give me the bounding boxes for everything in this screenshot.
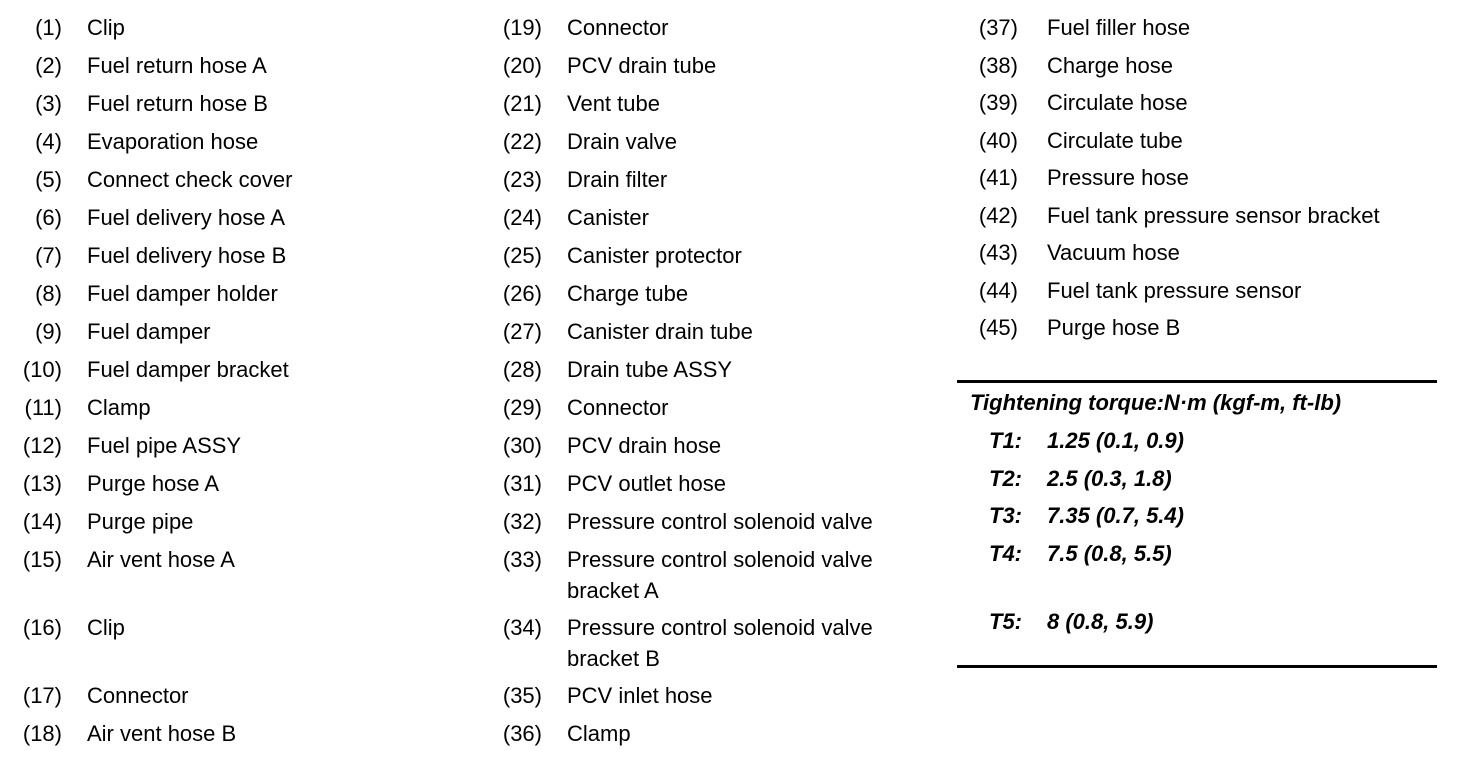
part-number: (38) bbox=[978, 52, 1018, 78]
part-label-line: bracket A bbox=[567, 577, 659, 603]
part-number: (36) bbox=[502, 721, 542, 746]
part-label-line: Canister drain tube bbox=[567, 319, 753, 344]
part-label bbox=[567, 719, 631, 750]
parts-list-item bbox=[0, 165, 470, 196]
torque-value: 7.35 (0.7, 5.4) bbox=[1047, 503, 1184, 528]
parts-list-item bbox=[0, 613, 470, 674]
part-label-line: Circulate hose bbox=[1047, 90, 1188, 115]
part-label-line: Circulate tube bbox=[1047, 127, 1183, 153]
part-label-line: Canister bbox=[567, 205, 649, 230]
part-number: (31) bbox=[502, 471, 542, 496]
torque-row bbox=[989, 609, 1153, 635]
part-label-line: bracket B bbox=[567, 645, 660, 671]
part-number: (1) bbox=[35, 15, 62, 40]
torque-value: 1.25 (0.1, 0.9) bbox=[1047, 428, 1184, 453]
parts-list-item bbox=[0, 719, 470, 750]
part-number: (40) bbox=[978, 127, 1018, 153]
torque-key: T2: bbox=[989, 466, 1022, 491]
parts-list-item bbox=[960, 126, 1440, 157]
parts-list-item bbox=[480, 279, 950, 310]
part-label-line: Evaporation hose bbox=[87, 129, 259, 154]
part-number: (20) bbox=[502, 53, 542, 78]
part-label bbox=[567, 89, 660, 120]
parts-list-item bbox=[0, 545, 470, 606]
part-label-line: Fuel tank pressure sensor bbox=[1047, 277, 1302, 303]
part-label bbox=[87, 545, 235, 606]
part-label bbox=[87, 13, 125, 44]
parts-list-column-3 bbox=[960, 13, 1440, 351]
part-label bbox=[567, 51, 716, 82]
part-label-line: Fuel damper bracket bbox=[87, 357, 289, 382]
part-label bbox=[1047, 51, 1173, 82]
part-number: (12) bbox=[22, 433, 62, 458]
part-label bbox=[87, 719, 236, 750]
part-label-line: PCV drain tube bbox=[567, 53, 717, 78]
part-label-line: Fuel damper bbox=[87, 319, 211, 344]
parts-list-item bbox=[0, 241, 470, 272]
part-label bbox=[567, 279, 688, 310]
torque-row bbox=[989, 466, 1172, 492]
part-number: (9) bbox=[35, 319, 62, 344]
parts-list-item bbox=[960, 13, 1440, 44]
part-label-line: Air vent hose A bbox=[87, 547, 235, 572]
parts-list-item bbox=[480, 89, 950, 120]
part-label-line: Pressure control solenoid valve bbox=[567, 547, 873, 572]
part-label bbox=[87, 681, 189, 712]
torque-row bbox=[989, 428, 1184, 454]
part-label-line: Clip bbox=[87, 615, 125, 640]
part-number: (28) bbox=[502, 357, 542, 382]
part-label bbox=[1047, 88, 1188, 119]
part-label bbox=[567, 613, 873, 674]
part-label bbox=[87, 127, 258, 158]
torque-title: Tightening torque:N·m (kgf-m, ft-lb) bbox=[970, 390, 1342, 415]
parts-list-item bbox=[480, 355, 950, 386]
part-number: (14) bbox=[22, 509, 62, 534]
part-number: (41) bbox=[978, 165, 1018, 190]
part-label-line: Fuel delivery hose B bbox=[87, 243, 287, 268]
part-number: (22) bbox=[502, 129, 542, 154]
tightening-torque-box bbox=[957, 380, 1437, 668]
part-label bbox=[87, 241, 286, 272]
parts-list-item bbox=[960, 313, 1440, 344]
parts-list-item bbox=[960, 163, 1440, 194]
part-label-line: PCV inlet hose bbox=[567, 683, 713, 708]
part-label bbox=[567, 241, 742, 272]
part-label bbox=[87, 203, 285, 234]
part-number: (18) bbox=[22, 721, 62, 746]
part-number: (13) bbox=[22, 471, 62, 496]
part-label-line: Fuel delivery hose A bbox=[87, 205, 286, 230]
part-label bbox=[567, 431, 721, 462]
part-label bbox=[567, 355, 732, 386]
part-label-line: Purge pipe bbox=[87, 509, 194, 534]
parts-list-item bbox=[480, 393, 950, 424]
part-label-line: Fuel pipe ASSY bbox=[87, 433, 242, 458]
part-label-line: Connect check cover bbox=[87, 167, 293, 192]
part-number: (35) bbox=[502, 683, 542, 708]
part-label bbox=[567, 507, 873, 538]
parts-list-item bbox=[960, 238, 1440, 269]
part-label-line: Fuel filler hose bbox=[1047, 15, 1191, 40]
part-label-line: Fuel return hose B bbox=[87, 91, 268, 116]
part-number: (44) bbox=[978, 277, 1018, 303]
parts-list-item bbox=[960, 276, 1440, 307]
part-label bbox=[87, 165, 292, 196]
parts-list-item bbox=[480, 545, 950, 606]
part-label-line: Drain tube ASSY bbox=[567, 357, 733, 382]
part-label bbox=[1047, 201, 1380, 232]
part-label-line: Fuel tank pressure sensor bracket bbox=[1047, 202, 1380, 228]
part-label-line: Clamp bbox=[567, 721, 631, 746]
part-label-line: Connector bbox=[87, 683, 189, 708]
parts-list-item bbox=[480, 317, 950, 348]
part-number: (27) bbox=[502, 319, 542, 344]
parts-list-item bbox=[960, 201, 1440, 232]
part-number: (25) bbox=[502, 243, 542, 268]
part-label-line: Purge hose A bbox=[87, 471, 220, 496]
part-label bbox=[1047, 126, 1183, 157]
part-number: (7) bbox=[35, 243, 62, 268]
part-label bbox=[567, 469, 726, 500]
part-number: (17) bbox=[22, 683, 62, 708]
part-label bbox=[87, 355, 289, 386]
torque-row bbox=[989, 503, 1184, 529]
parts-list-item bbox=[0, 469, 470, 500]
part-number: (10) bbox=[22, 357, 62, 382]
parts-list-item bbox=[0, 89, 470, 120]
part-label bbox=[567, 203, 649, 234]
part-number: (16) bbox=[22, 615, 62, 640]
part-label bbox=[1047, 276, 1301, 307]
part-label bbox=[567, 545, 873, 606]
parts-list-item bbox=[0, 393, 470, 424]
part-label-line: Pressure hose bbox=[1047, 165, 1189, 190]
part-label-line: Drain valve bbox=[567, 129, 678, 154]
parts-list-item bbox=[0, 203, 470, 234]
part-number: (26) bbox=[502, 281, 542, 306]
part-label bbox=[567, 681, 713, 712]
part-number: (29) bbox=[502, 395, 542, 420]
part-label-line: Clamp bbox=[87, 395, 151, 420]
part-label bbox=[1047, 13, 1190, 44]
torque-row bbox=[989, 541, 1172, 567]
torque-key: T4: bbox=[989, 541, 1022, 566]
parts-list-item bbox=[0, 51, 470, 82]
part-label-line: Purge hose B bbox=[1047, 315, 1181, 340]
parts-list-item bbox=[960, 51, 1440, 82]
parts-list-item bbox=[0, 507, 470, 538]
part-number: (32) bbox=[502, 509, 542, 534]
parts-list-item bbox=[480, 681, 950, 712]
parts-list-item bbox=[0, 681, 470, 712]
part-label bbox=[87, 613, 125, 674]
part-number: (5) bbox=[35, 167, 62, 192]
part-label bbox=[87, 469, 219, 500]
part-label-line: Pressure control solenoid valve bbox=[567, 615, 873, 640]
parts-list-item bbox=[480, 613, 950, 674]
part-label-line: Clip bbox=[87, 15, 125, 40]
part-label-line: Vent tube bbox=[567, 91, 660, 116]
parts-list-item bbox=[480, 165, 950, 196]
part-number: (23) bbox=[502, 167, 542, 192]
parts-list-item bbox=[0, 355, 470, 386]
part-label-line: Charge hose bbox=[1047, 52, 1173, 78]
part-label bbox=[87, 431, 241, 462]
parts-list-item bbox=[0, 13, 470, 44]
parts-list-item bbox=[480, 51, 950, 82]
part-label-line: Charge tube bbox=[567, 281, 689, 306]
part-label bbox=[87, 317, 211, 348]
part-number: (2) bbox=[35, 53, 62, 78]
part-label bbox=[87, 507, 193, 538]
part-label bbox=[567, 165, 667, 196]
parts-list-item bbox=[0, 127, 470, 158]
parts-list-item bbox=[480, 431, 950, 462]
torque-value: 8 (0.8, 5.9) bbox=[1047, 609, 1154, 634]
part-number: (39) bbox=[978, 90, 1018, 115]
part-label-line: Canister protector bbox=[567, 243, 742, 268]
parts-list-item bbox=[480, 507, 950, 538]
part-number: (33) bbox=[502, 547, 542, 572]
parts-list-item bbox=[480, 719, 950, 750]
part-label bbox=[1047, 238, 1180, 269]
part-label-line: Pressure control solenoid valve bbox=[567, 509, 873, 534]
part-number: (3) bbox=[35, 91, 62, 116]
part-label bbox=[1047, 163, 1189, 194]
parts-list-item bbox=[0, 431, 470, 462]
part-number: (24) bbox=[502, 205, 542, 230]
parts-list-column-1 bbox=[0, 13, 470, 757]
part-number: (37) bbox=[978, 15, 1018, 40]
part-label-line: PCV drain hose bbox=[567, 433, 722, 458]
part-number: (6) bbox=[35, 205, 62, 230]
parts-list-item bbox=[0, 317, 470, 348]
part-label-line: Drain filter bbox=[567, 167, 668, 192]
part-number: (45) bbox=[978, 315, 1018, 340]
part-label bbox=[87, 393, 151, 424]
part-label bbox=[87, 89, 268, 120]
part-number: (19) bbox=[502, 15, 542, 40]
parts-list-item bbox=[480, 241, 950, 272]
part-label bbox=[87, 51, 267, 82]
part-label-line: Air vent hose B bbox=[87, 721, 237, 746]
torque-key: T3: bbox=[989, 503, 1022, 528]
part-number: (4) bbox=[35, 129, 62, 154]
parts-list-item bbox=[480, 203, 950, 234]
part-number: (8) bbox=[35, 281, 62, 306]
parts-list-item bbox=[960, 88, 1440, 119]
part-label bbox=[567, 13, 669, 44]
part-label bbox=[567, 317, 753, 348]
torque-value: 2.5 (0.3, 1.8) bbox=[1047, 466, 1172, 491]
parts-list-item bbox=[480, 127, 950, 158]
part-label bbox=[87, 279, 278, 310]
part-label-line: Connector bbox=[567, 395, 669, 420]
part-label bbox=[567, 393, 669, 424]
parts-list-item bbox=[480, 13, 950, 44]
part-label-line: Connector bbox=[567, 15, 669, 40]
part-number: (43) bbox=[978, 240, 1018, 265]
part-number: (34) bbox=[502, 615, 542, 640]
torque-key: T5: bbox=[989, 609, 1022, 634]
part-label bbox=[567, 127, 677, 158]
part-number: (15) bbox=[22, 547, 62, 572]
parts-list-column-2 bbox=[480, 13, 950, 757]
parts-list-item bbox=[0, 279, 470, 310]
torque-key: T1: bbox=[989, 428, 1022, 453]
part-label-line: Fuel return hose A bbox=[87, 53, 267, 78]
part-number: (30) bbox=[502, 433, 542, 458]
part-label-line: Fuel damper holder bbox=[87, 281, 278, 306]
part-number: (21) bbox=[502, 91, 542, 116]
torque-value: 7.5 (0.8, 5.5) bbox=[1047, 541, 1172, 566]
part-number: (11) bbox=[24, 395, 62, 420]
part-label bbox=[1047, 313, 1180, 344]
parts-list-item bbox=[480, 469, 950, 500]
part-number: (42) bbox=[978, 202, 1018, 228]
part-label-line: PCV outlet hose bbox=[567, 471, 726, 496]
part-label-line: Vacuum hose bbox=[1047, 240, 1180, 265]
